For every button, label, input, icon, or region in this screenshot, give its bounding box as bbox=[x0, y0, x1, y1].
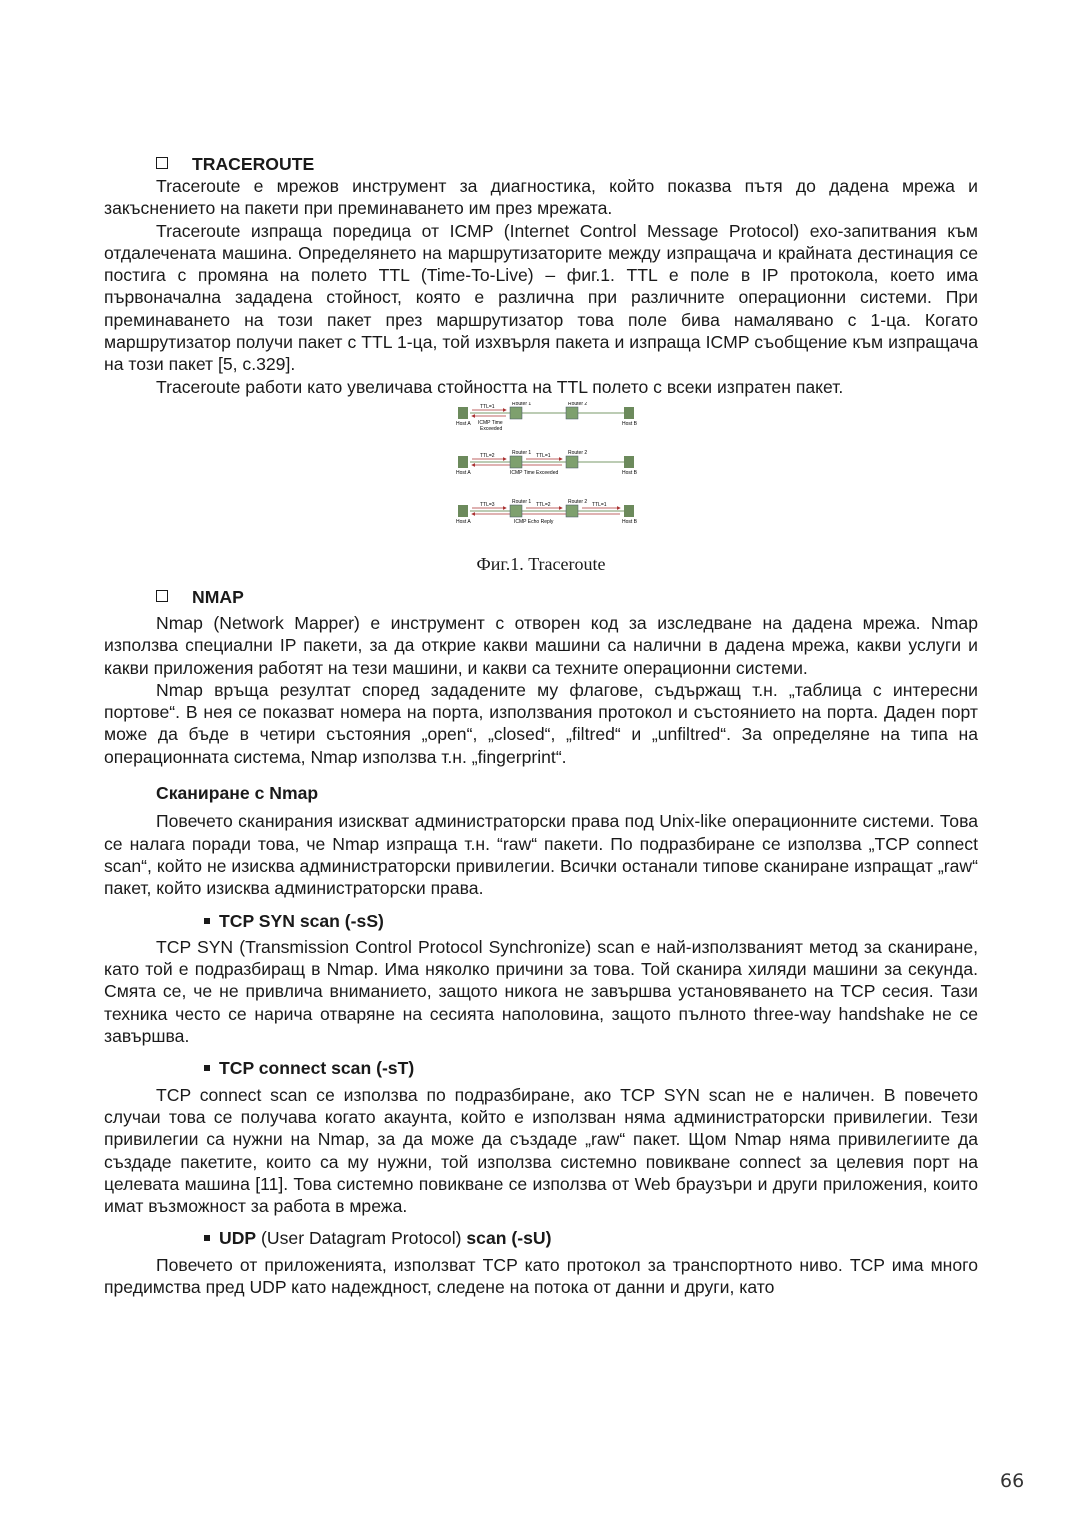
figure-caption: Фиг.1. Traceroute bbox=[476, 553, 606, 574]
checkbox-bullet-icon bbox=[156, 157, 168, 169]
host-b-icon bbox=[624, 407, 634, 419]
router-icon bbox=[566, 407, 578, 419]
host-a-icon bbox=[458, 505, 468, 517]
checkbox-bullet-icon bbox=[156, 590, 168, 602]
page-content bbox=[104, 153, 978, 1298]
host-a-icon bbox=[458, 456, 468, 468]
traceroute-diagram bbox=[456, 402, 646, 528]
square-bullet-icon bbox=[204, 1235, 210, 1241]
host-a-label: Host A bbox=[456, 469, 471, 476]
section-heading-nmap: NMAP bbox=[104, 586, 978, 608]
square-bullet-icon bbox=[204, 1065, 210, 1071]
router-2-label: Router 2 bbox=[568, 401, 588, 407]
subsection-heading-scanning: Сканиране с Nmap bbox=[156, 783, 319, 804]
ttl-label: TTL=2 bbox=[480, 452, 495, 459]
ttl-label: TTL=3 bbox=[480, 501, 495, 508]
diagram-row-1 bbox=[456, 402, 638, 432]
traceroute-paragraph-1: Traceroute е мрежов инструмент за диагностика, който показва пътя до дадена мрежа и закъснението на пакети при преминаването им през мрежата. bbox=[104, 176, 978, 219]
host-b-icon bbox=[624, 456, 634, 468]
reply-label: ICMP Time Exceeded bbox=[510, 469, 559, 476]
diagram-row-3 bbox=[456, 499, 638, 525]
ttl-label: TTL=1 bbox=[592, 501, 607, 508]
udp-scan-paragraph: Повечето от приложенията, използват TCP като протокол за транспортното ниво. TCP има много предимства пред UDP като надеждност, следене на потока от данни и други, като bbox=[104, 1254, 978, 1297]
router-icon bbox=[510, 505, 522, 517]
router-icon bbox=[510, 456, 522, 468]
router-2-label: Router 2 bbox=[568, 449, 588, 456]
router-icon bbox=[566, 456, 578, 468]
square-bullet-icon bbox=[204, 918, 210, 924]
host-b-label: Host B bbox=[622, 518, 638, 525]
reply-label: Exceeded bbox=[480, 425, 503, 432]
host-b-label: Host B bbox=[622, 420, 638, 427]
nmap-paragraph-1: Nmap (Network Mapper) е инструмент с отворен код за изследване на дадена мрежа. Nmap използва специални IP пакети, за да открие какви машини са налични в дадена мрежа, какви услуги и какви приложения работят на тези машини, и какви са техните операционни системи. bbox=[104, 612, 978, 678]
syn-scan-paragraph: TCP SYN (Transmission Control Protocol Synchronize) scan е най-използваният метод за сканиране, като той е подразбиращ в Nmap. Има няколко причини за това. Той сканира хиляди машини за секунда. Смята се, че не привлича вниманието, защото никога не завършва установяването на TCP сесия. Тази техника често се нарича отваряне на сесията наполовина, защото пълното three-way handshake не се завършва. bbox=[104, 936, 978, 1047]
router-1-label: Router 1 bbox=[512, 449, 532, 456]
traceroute-paragraph-3: Traceroute работи като увеличава стойността на TTL полето с всеки изпратен пакет. bbox=[156, 376, 844, 397]
traceroute-paragraph-2: Traceroute изпраща поредица от ICMP (Internet Control Message Protocol) ехо-запитвания към отдалечената машина. Определянето на маршрутизаторите между изпращача и крайната дестинация се постига с промяна на полето TTL (Time-To-Live) – фиг.1. TTL е поле в IP протокола, което има първоначална зададена стойност, която е различна при различните операционни системи. При преминаването на този пакет през маршрутизатор това поле бива намалявано с 1-ца. Когато маршрутизатор получи пакет с TTL 1-ца, той изхвърля пакета и изпраща ICMP съобщение към изпращача на този пакет [5, с.329]. bbox=[104, 220, 978, 375]
router-1-label: Router 1 bbox=[512, 401, 532, 407]
diagram-row-2 bbox=[456, 450, 638, 476]
ttl-label: TTL=1 bbox=[536, 452, 551, 459]
router-1-label: Router 1 bbox=[512, 498, 532, 505]
router-2-label: Router 2 bbox=[568, 498, 588, 505]
host-a-label: Host A bbox=[456, 420, 471, 427]
ttl-label: TTL=2 bbox=[536, 501, 551, 508]
traceroute-figure bbox=[104, 402, 978, 552]
nmap-paragraph-2: Nmap връща резултат според зададените му флагове, съдържащ т.н. „таблица с интересни портове“. В нея се показват номера на порта, използвания протокол и състоянието на порта. Даден порт може да бъде в четири състояния „open“, „closed“, „filtred“ и „unfiltred“. За определяне на типа на операционната система, Nmap използва т.н. „fingerprint“. bbox=[104, 679, 978, 767]
bullet-heading-udp-scan: UDP (User Datagram Protocol) scan (-sU) bbox=[104, 1227, 978, 1249]
router-icon bbox=[510, 407, 522, 419]
host-a-label: Host A bbox=[456, 518, 471, 525]
host-a-icon bbox=[458, 407, 468, 419]
scanning-paragraph: Повечето сканирания изискват администраторски права под Unix-like операционните системи. Това се налага поради това, че Nmap изпраща т.н. “raw“ пакети. По подразбиране се използва „TCP connect scan“, който не изисква администраторски привилегии. Всички останали типове сканиране изпращат „raw“ пакет, който изисква администраторски права. bbox=[104, 811, 978, 899]
connect-scan-paragraph: TCP connect scan се използва по подразбиране, ако TCP SYN scan не е наличен. В повечето случаи това се получава когато акаунта, който е използван няма администраторски привилегии. Тези привилегии са нужни на Nmap, за да може да създаде „raw“ пакет. Щом Nmap няма привилегиите да създаде пакетите, които са му нужни, той използва системно повикване connect за целевия порт на целевата машина [11]. Това системно повикване се използва от Web браузъри и други приложения, които имат възможност за работа в мрежа. bbox=[104, 1084, 978, 1217]
reply-label: ICMP Echo Reply bbox=[514, 518, 554, 525]
ttl-label: TTL=1 bbox=[480, 403, 495, 410]
host-b-label: Host B bbox=[622, 469, 638, 476]
host-b-icon bbox=[624, 505, 634, 517]
router-icon bbox=[566, 505, 578, 517]
page-number: 66 bbox=[1000, 1470, 1025, 1492]
section-heading-traceroute: TRACEROUTE bbox=[104, 153, 978, 175]
bullet-heading-connect-scan: TCP connect scan (-sT) bbox=[104, 1057, 978, 1079]
bullet-heading-syn-scan: TCP SYN scan (-sS) bbox=[104, 910, 978, 932]
reply-label: ICMP Time bbox=[478, 419, 503, 426]
